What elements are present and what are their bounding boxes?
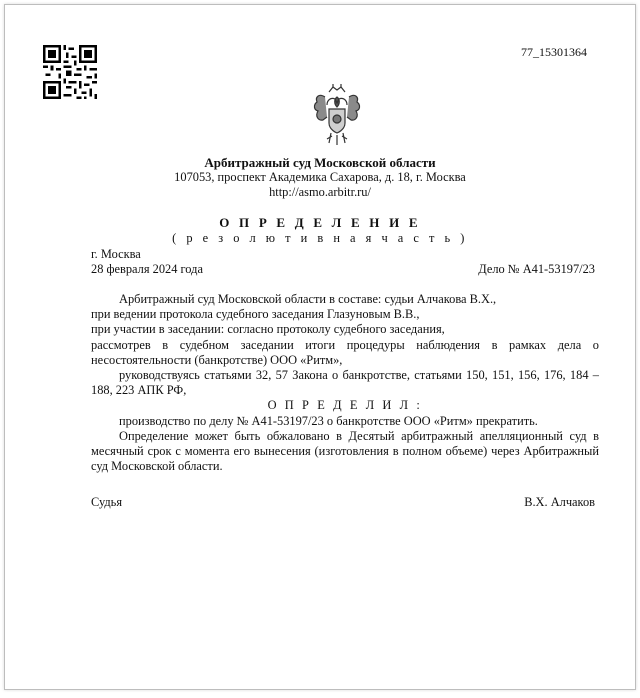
qr-code-icon [43,45,97,99]
case-number: Дело № А41-53197/23 [478,262,595,276]
russian-coat-of-arms-icon [309,83,365,147]
document-page [4,4,636,690]
paragraph-decision: производство по делу № А41-53197/23 о банкротстве ООО «Ритм» прекратить. [119,413,538,428]
paragraph-guided-by: руководствуясь статьями 32, 57 Закона о банкротстве, статьями 150, 151, 156, 176, 184 – 188, 223 АПК РФ, [91,368,599,398]
court-website: http://asmo.arbitr.ru/ [269,185,371,199]
paragraph-appeal: Определение может быть обжаловано в Десятый арбитражный апелляционный суд в месячный срок с момента его вынесения (изготовления в полном объеме) через Арбитражный суд Московской области. [91,428,599,474]
document-date: 28 февраля 2024 года [91,262,203,276]
court-name: Арбитражный суд Московской области [204,155,436,170]
decision-heading: О П Р Е Д Е Л И Л : [267,398,423,413]
signature-name: В.Х. Алчаков [524,495,595,509]
document-subtitle: ( р е з о л ю т и в н а я ч а с т ь ) [172,231,468,245]
document-title: О П Р Е Д Е Л Е Н И Е [219,215,421,230]
paragraph-protocol: при ведении протокола судебного заседания Глазуновым В.В., [91,307,420,322]
signature-role: Судья [91,495,123,509]
paragraph-considered: рассмотрев в судебном заседании итоги процедуры наблюдения в рамках дела о несостоятельности (банкротстве) ООО «Ритм», [91,337,599,367]
paragraph-court-composition: Арбитражный суд Московской области в составе: судьи Алчакова В.Х., [119,292,497,306]
city: г. Москва [91,247,141,261]
document-body [91,292,599,474]
court-address: 107053, проспект Академика Сахарова, д. 18, г. Москва [174,170,466,184]
paragraph-participants: при участии в заседании: согласно протоколу судебного заседания, [91,322,445,337]
document-id: 77_15301364 [521,45,587,59]
